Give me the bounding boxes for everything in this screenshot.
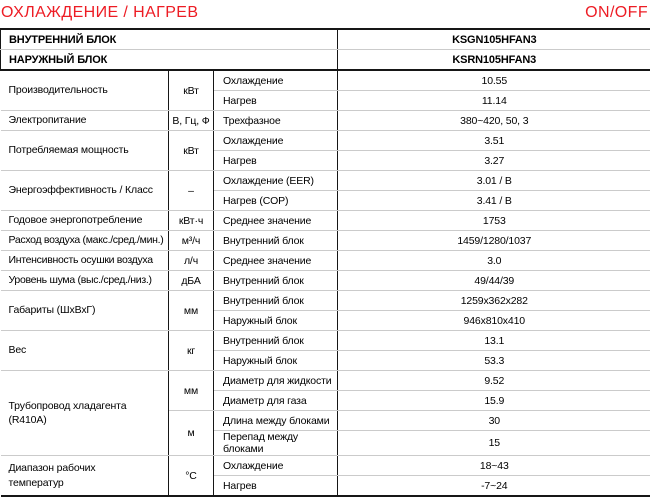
spec-param: Нагрев xyxy=(214,476,338,497)
spec-param: Диаметр для жидкости xyxy=(214,371,338,391)
spec-row xyxy=(1,291,650,311)
spec-table xyxy=(0,28,650,497)
spec-param: Среднее значение xyxy=(214,211,338,231)
spec-name: Электропитание xyxy=(1,111,169,131)
spec-name: Вес xyxy=(1,331,169,371)
spec-name: Производительность xyxy=(1,70,169,111)
spec-value: 1259x362x282 xyxy=(338,291,650,311)
spec-row xyxy=(1,231,650,251)
spec-unit: °C xyxy=(169,456,214,497)
spec-row xyxy=(1,111,650,131)
spec-unit: мм xyxy=(169,291,214,331)
spec-value: 13.1 xyxy=(338,331,650,351)
spec-value: 15.9 xyxy=(338,391,650,411)
spec-value: 49/44/39 xyxy=(338,271,650,291)
spec-unit: дБА xyxy=(169,271,214,291)
mode-label: ON/OFF xyxy=(585,4,648,21)
spec-row xyxy=(1,456,650,476)
outdoor-unit-row xyxy=(1,50,650,71)
spec-unit: мм xyxy=(169,371,214,411)
spec-unit: кВт xyxy=(169,70,214,111)
spec-row xyxy=(1,331,650,351)
spec-param: Охлаждение xyxy=(214,131,338,151)
spec-param: Диаметр для газа xyxy=(214,391,338,411)
spec-unit: кг xyxy=(169,331,214,371)
spec-unit: кВт xyxy=(169,131,214,171)
spec-row xyxy=(1,211,650,231)
spec-param: Внутренний блок xyxy=(214,291,338,311)
spec-param: Наружный блок xyxy=(214,311,338,331)
spec-name: Потребляемая мощность xyxy=(1,131,169,171)
spec-param: Внутренний блок xyxy=(214,231,338,251)
indoor-unit-label: ВНУТРЕННИЙ БЛОК xyxy=(1,29,338,50)
outdoor-unit-label: НАРУЖНЫЙ БЛОК xyxy=(1,50,338,71)
spec-row xyxy=(1,251,650,271)
spec-param: Охлаждение xyxy=(214,70,338,91)
spec-value: 15 xyxy=(338,431,650,456)
title-bar xyxy=(0,0,650,28)
spec-param: Нагрев xyxy=(214,91,338,111)
spec-value: -7~24 xyxy=(338,476,650,497)
spec-param: Наружный блок xyxy=(214,351,338,371)
spec-name: Трубопровод хладагента (R410A) xyxy=(1,371,169,456)
spec-value: 10.55 xyxy=(338,70,650,91)
indoor-unit-row xyxy=(1,29,650,50)
spec-row xyxy=(1,131,650,151)
spec-value: 3.41 / В xyxy=(338,191,650,211)
spec-param: Охлаждение (EER) xyxy=(214,171,338,191)
spec-param: Среднее значение xyxy=(214,251,338,271)
spec-unit: м xyxy=(169,411,214,456)
spec-name: Энергоэффективность / Класс xyxy=(1,171,169,211)
spec-value: 3.01 / В xyxy=(338,171,650,191)
spec-unit: В, Гц, Ф xyxy=(169,111,214,131)
spec-name: Расход воздуха (макс./сред./мин.) xyxy=(1,231,169,251)
spec-param: Внутренний блок xyxy=(214,271,338,291)
indoor-unit-model: KSGN105HFAN3 xyxy=(338,29,650,50)
spec-name: Интенсивность осушки воздуха xyxy=(1,251,169,271)
spec-unit: м³/ч xyxy=(169,231,214,251)
spec-value: 3.51 xyxy=(338,131,650,151)
spec-unit: л/ч xyxy=(169,251,214,271)
spec-param: Длина между блоками xyxy=(214,411,338,431)
spec-name: Диапазон рабочих температур xyxy=(1,456,169,497)
spec-param: Охлаждение xyxy=(214,456,338,476)
page-title: ОХЛАЖДЕНИЕ / НАГРЕВ xyxy=(1,4,199,21)
outdoor-unit-model: KSRN105HFAN3 xyxy=(338,50,650,71)
spec-unit: кВт·ч xyxy=(169,211,214,231)
spec-value: 18~43 xyxy=(338,456,650,476)
spec-value: 946x810x410 xyxy=(338,311,650,331)
spec-value: 9.52 xyxy=(338,371,650,391)
spec-name: Габариты (ШхВхГ) xyxy=(1,291,169,331)
spec-row xyxy=(1,271,650,291)
spec-param: Трехфазное xyxy=(214,111,338,131)
spec-row xyxy=(1,70,650,91)
spec-value: 1753 xyxy=(338,211,650,231)
spec-value: 30 xyxy=(338,411,650,431)
spec-param: Перепад между блоками xyxy=(214,431,338,456)
spec-param: Нагрев (COP) xyxy=(214,191,338,211)
spec-value: 1459/1280/1037 xyxy=(338,231,650,251)
spec-value: 11.14 xyxy=(338,91,650,111)
spec-name: Уровень шума (выс./сред./низ.) xyxy=(1,271,169,291)
spec-row xyxy=(1,171,650,191)
spec-value: 380~420, 50, 3 xyxy=(338,111,650,131)
spec-param: Нагрев xyxy=(214,151,338,171)
spec-param: Внутренний блок xyxy=(214,331,338,351)
spec-unit: – xyxy=(169,171,214,211)
spec-value: 3.27 xyxy=(338,151,650,171)
spec-value: 53.3 xyxy=(338,351,650,371)
spec-row xyxy=(1,371,650,391)
spec-value: 3.0 xyxy=(338,251,650,271)
spec-name: Годовое энергопотребление xyxy=(1,211,169,231)
